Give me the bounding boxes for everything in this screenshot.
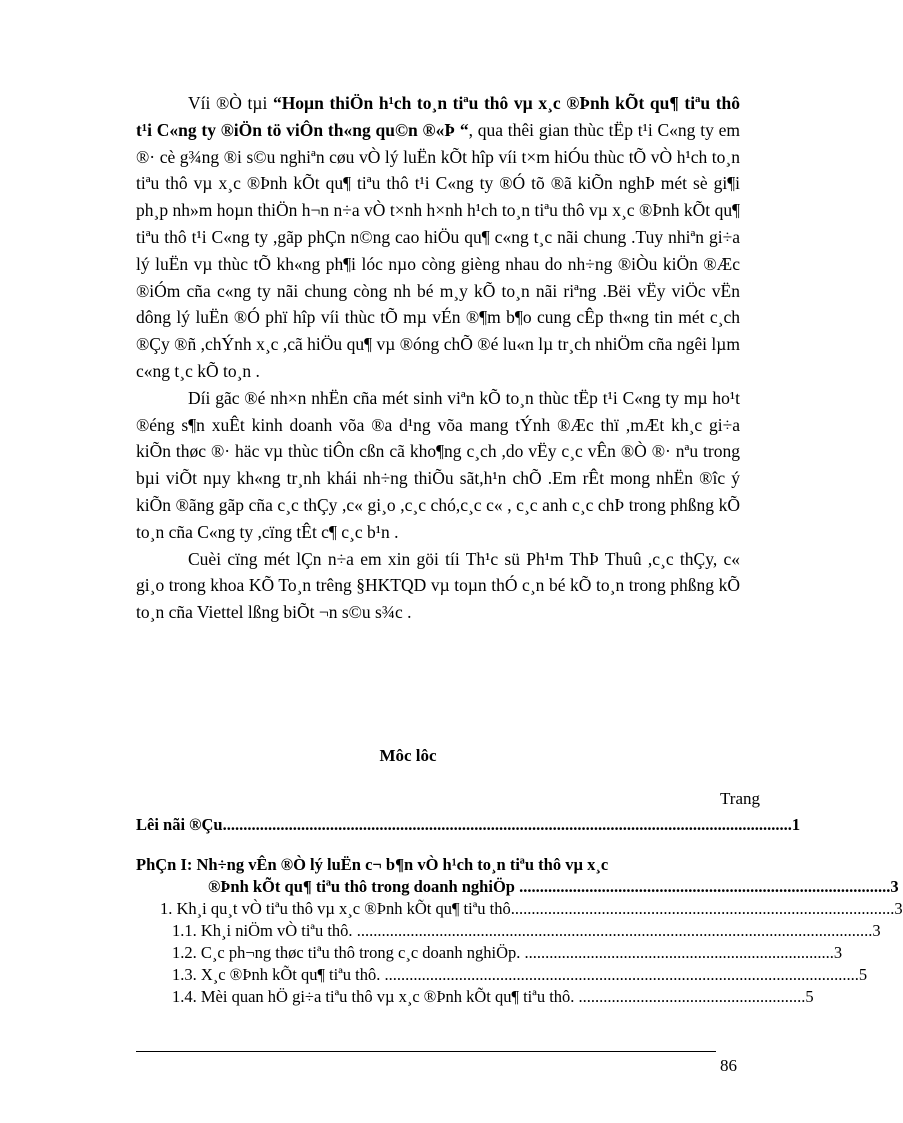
toc-entry-1-4[interactable]: 1.4. Mèi quan hÖ gi÷a tiªu thô vµ x¸c ®Þnh kÕt qu¶ tiªu thô. ....................................................... 5 <box>172 987 814 1006</box>
thesis-title: “Hoµn thiÖn h¹ch to¸n tiªu thô vµ x¸c ®Þnh kÕt qu¶ tiªu thô t¹i C«ng ty ®iÖn tö viÔn th«ng qu©n ®«Þ “ <box>136 93 741 140</box>
toc-entry-part1-line1[interactable]: PhÇn I: Nh÷ng vÊn ®Ò lý luËn c¬ b¶n vÒ h¹ch to¸n tiªu thô vµ x¸c <box>136 855 609 874</box>
toc-entry-1-2[interactable]: 1.2. C¸c ph¬ng thøc tiªu thô trong c¸c doanh nghiÖp. ........................................................................... 3 <box>172 943 843 962</box>
toc-title: Môc lôc <box>379 746 437 765</box>
paragraph-3: Cuèi cïng mét lÇn n÷a em xin göi tíi Th¹c sü Ph¹m ThÞ Thuû ,c¸c thÇy, c« gi¸o trong khoa KÕ To¸n trêng §HKTQD vµ toµn thÓ c¸n bé kÕ to¸n trong phßng kÕ to¸n cña Viettel lßng biÕt ¬n s©u s¾c . <box>136 548 740 623</box>
toc-entry-1-3[interactable]: 1.3. X¸c ®Þnh kÕt qu¶ tiªu thô. ................................................................................................................... 5 <box>172 965 868 984</box>
paragraph-2: Díi gãc ®é nh×n nhËn cña mét sinh viªn kÕ to¸n thùc tËp t¹i C«ng ty mµ ho¹t ®éng s¶n xuÊt kinh doanh võa ®a d¹ng võa mang tÝnh ®Æc thï ,mÆt kh¸c gi÷a kiÕn thøc ®· häc vµ thùc tiÔn cßn cã kho¶ng c¸ch ,do vËy c¸c vÊn ®Ò ®· nªu trong bµi viÕt nµy kh«ng tr¸nh khái nh÷ng thiÕu sãt,h¹n chÕ .Em rÊt mong nhËn ®îc ý kiÕn ®ãng gãp cña c¸c thÇy ,c« gi¸o ,c¸c chó,c¸c c« , c¸c anh c¸c chÞ trong phßng kÕ to¸n cña C«ng ty ,cïng tÊt c¶ c¸c b¹n . <box>136 387 740 542</box>
page-number: 86 <box>720 1056 737 1075</box>
toc-entry-1-1[interactable]: 1.1. Kh¸i niÖm vÒ tiªu thô. ............................................................................................................................. 3 <box>172 921 881 940</box>
paragraph-1: Víi ®Ò tµi “Hoµn thiÖn h¹ch to¸n tiªu thô vµ x¸c ®Þnh kÕt qu¶ tiªu thô t¹i C«ng ty ®iÖn tö viÔn th«ng qu©n ®«Þ “, qua thêi gian thùc tËp t¹i C«ng ty em ®· cè g¾ng ®i s©u nghiªn cøu vÒ lý luËn kÕt hîp víi t×m hiÓu thùc tÕ vÒ h¹ch to¸n tiªu thô vµ x¸c ®Þnh kÕt qu¶ tiªu thô t¹i C«ng ty ®Ó tõ ®ã kiÕn nghÞ mét sè gi¶i ph¸p nh»m hoµn thiÖn h¬n n÷a vÒ t×nh h×nh h¹ch to¸n tiªu thô vµ x¸c ®Þnh kÕt qu¶ tiªu thô t¹i C«ng ty ,gãp phÇn n©ng cao hiÖu qu¶ c«ng t¸c nãi chung .Tuy nhiªn gi÷a lý luËn vµ thùc tÕ kh«ng ph¶i lóc nµo còng gièng nhau do nh÷ng ®iÒu kiÖn ®Æc ®iÓm cña c«ng ty nãi chung còng nh bé m¸y kÕ to¸n nãi riªng .Bëi vËy viÖc vËn dông lý luËn ®Ó phï hîp víi thùc tÕ mµ vÉn ®¶m b¶o cung cÊp th«ng tin mét c¸ch ®Çy ®ñ ,chÝnh x¸c ,cã hiÖu qu¶ vµ ®óng chÕ ®é lu«n lµ tr¸ch nhiÖm cña ngêi lµm c«ng t¸c kÕ to¸n . <box>136 93 741 381</box>
toc-entry-1[interactable]: 1. Kh¸i qu¸t vÒ tiªu thô vµ x¸c ®Þnh kÕt qu¶ tiªu thô. ............................................................................................ 3 <box>160 899 903 918</box>
body-text <box>136 90 740 626</box>
toc-entry-part1-line2[interactable]: ®Þnh kÕt qu¶ tiªu thô trong doanh nghiÖp .......................................................................................... 3 <box>208 877 899 896</box>
toc-page-header: Trang <box>720 789 760 808</box>
footer-rule <box>136 1051 716 1052</box>
toc-entry-preface[interactable]: Lêi nãi ®Çu .......................................................................................................................................... 1 <box>136 815 801 834</box>
